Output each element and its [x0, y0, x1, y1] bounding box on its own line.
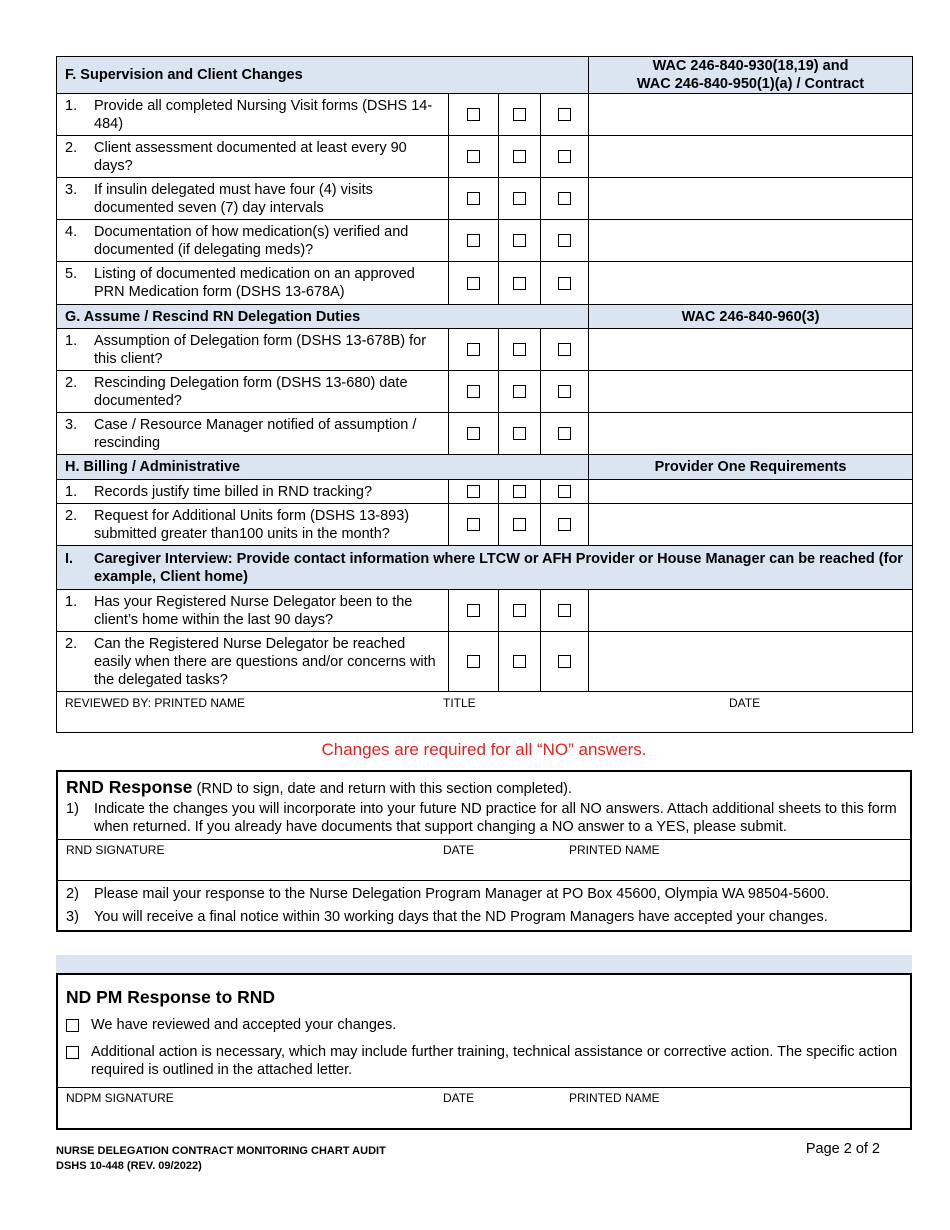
ndpm-signature-label: NDPM SIGNATURE: [66, 1091, 174, 1105]
section-f-ref-line2: WAC 246-840-950(1)(a) / Contract: [636, 76, 865, 92]
item-number: 1.: [65, 332, 78, 349]
table-row: [57, 480, 913, 504]
na-checkbox[interactable]: [558, 234, 571, 247]
reviewed-by-row: [57, 692, 913, 733]
yes-checkbox[interactable]: [467, 277, 480, 290]
separator-band: [56, 955, 912, 973]
no-checkbox[interactable]: [513, 427, 526, 440]
comment-cell[interactable]: [589, 178, 913, 220]
item-text: Request for Additional Units form (DSHS 13-893) submitted greater than100 units in the month?: [94, 507, 410, 542]
na-checkbox[interactable]: [558, 192, 571, 205]
item-text: Can the Registered Nurse Delegator be reached easily when there are questions and/or concerns with the delegated tasks?: [94, 635, 436, 688]
ndpm-option-2-label: Additional action is necessary, which may include further training, technical assistance or corrective action. The specific action required is outlined in the attached letter.: [91, 1044, 898, 1078]
na-checkbox[interactable]: [558, 277, 571, 290]
item-number: 1.: [65, 483, 78, 500]
item-number: 2.: [65, 374, 78, 391]
item-number: 1): [66, 801, 79, 817]
ndpm-option-additional: [58, 1043, 910, 1079]
yes-checkbox[interactable]: [467, 485, 480, 498]
form-footer: [56, 1144, 386, 1174]
rnd-printed-name-label: PRINTED NAME: [569, 843, 660, 857]
table-row: [57, 262, 913, 305]
na-checkbox[interactable]: [558, 150, 571, 163]
comment-cell[interactable]: [589, 262, 913, 305]
rnd-signature-field[interactable]: [58, 839, 910, 880]
no-checkbox[interactable]: [513, 655, 526, 668]
section-f-ref-line1: WAC 246-840-930(18,19) and: [652, 58, 849, 74]
item-text: Assumption of Delegation form (DSHS 13-678B) for this client?: [94, 332, 427, 367]
form-number: DSHS 10-448 (REV. 09/2022): [56, 1160, 202, 1172]
table-row: [57, 590, 913, 632]
no-checkbox[interactable]: [513, 234, 526, 247]
yes-checkbox[interactable]: [467, 343, 480, 356]
item-text: Documentation of how medication(s) verified and documented (if delegating meds)?: [94, 223, 409, 258]
item-text: Client assessment documented at least every 90 days?: [94, 139, 407, 174]
date-label: DATE: [729, 696, 761, 710]
no-answers-notice: Changes are required for all “NO” answers.: [321, 740, 647, 759]
yes-checkbox[interactable]: [467, 385, 480, 398]
section-g-title: G. Assume / Rescind RN Delegation Duties: [57, 305, 589, 329]
no-checkbox[interactable]: [513, 518, 526, 531]
reviewed-by-label: REVIEWED BY: PRINTED NAME: [65, 696, 246, 710]
no-checkbox[interactable]: [513, 343, 526, 356]
title-label: TITLE: [443, 696, 476, 710]
item-text: Case / Resource Manager notified of assumption / rescinding: [94, 416, 417, 451]
item-number: 2.: [65, 507, 78, 524]
na-checkbox[interactable]: [558, 385, 571, 398]
table-row: [57, 220, 913, 262]
section-i-letter: I.: [65, 550, 74, 567]
page-number: Page 2 of 2: [805, 1141, 880, 1157]
yes-checkbox[interactable]: [467, 518, 480, 531]
na-checkbox[interactable]: [558, 655, 571, 668]
table-row: [57, 632, 913, 692]
comment-cell[interactable]: [589, 413, 913, 455]
table-row: [57, 178, 913, 220]
yes-checkbox[interactable]: [467, 108, 480, 121]
item-text: Has your Registered Nurse Delegator been to the client’s home within the last 90 days?: [94, 593, 413, 628]
comment-cell[interactable]: [589, 632, 913, 692]
item-text: Provide all completed Nursing Visit forms (DSHS 14-484): [94, 97, 433, 132]
rnd-instruction-3: You will receive a final notice within 30 working days that the ND Program Managers have accepted your changes.: [94, 909, 828, 925]
ndpm-date-label: DATE: [443, 1091, 475, 1105]
ndpm-response-title: ND PM Response to RND: [66, 987, 276, 1007]
comment-cell[interactable]: [589, 371, 913, 413]
table-row: [57, 136, 913, 178]
rnd-instruction-1: Indicate the changes you will incorporate into your future ND practice for all NO answers. Attach additional sheets to this form when returned. If you already have documents that support changing a NO answer to a YES, please submit.: [94, 801, 897, 835]
no-checkbox[interactable]: [513, 192, 526, 205]
comment-cell[interactable]: [589, 480, 913, 504]
form-title: NURSE DELEGATION CONTRACT MONITORING CHART AUDIT: [56, 1145, 386, 1157]
section-f-title: F. Supervision and Client Changes: [57, 57, 589, 94]
item-number: 3): [66, 909, 79, 925]
section-i-title: Caregiver Interview: Provide contact information where LTCW or AFH Provider or House Manager can be reached (for example, Client home): [94, 550, 903, 585]
item-number: 2.: [65, 139, 78, 156]
section-i-header: [57, 546, 913, 590]
table-row: [57, 94, 913, 136]
section-f-header: [57, 57, 913, 94]
table-row: [57, 329, 913, 371]
comment-cell[interactable]: [589, 94, 913, 136]
no-checkbox[interactable]: [513, 385, 526, 398]
rnd-response-box: [56, 770, 912, 932]
section-h-reference: Provider One Requirements: [589, 455, 913, 480]
no-checkbox[interactable]: [513, 108, 526, 121]
no-checkbox[interactable]: [513, 277, 526, 290]
comment-cell[interactable]: [589, 220, 913, 262]
accepted-checkbox[interactable]: [66, 1019, 79, 1032]
item-number: 3.: [65, 181, 78, 198]
section-f-reference: [589, 57, 913, 94]
rnd-response-subtitle: (RND to sign, date and return with this section completed).: [192, 781, 573, 797]
ndpm-option-1-label: We have reviewed and accepted your changes.: [91, 1017, 397, 1033]
na-checkbox[interactable]: [558, 604, 571, 617]
section-h-header: [57, 455, 913, 480]
no-checkbox[interactable]: [513, 150, 526, 163]
reviewed-by-field[interactable]: [57, 692, 912, 732]
na-checkbox[interactable]: [558, 518, 571, 531]
item-number: 2): [66, 886, 79, 902]
item-number: 3.: [65, 416, 78, 433]
table-row: [57, 504, 913, 546]
rnd-response-title: RND Response: [66, 777, 193, 797]
yes-checkbox[interactable]: [467, 427, 480, 440]
item-text: Records justify time billed in RND tracking?: [94, 483, 373, 500]
item-text: If insulin delegated must have four (4) visits documented seven (7) day intervals: [94, 181, 373, 216]
comment-cell[interactable]: [589, 504, 913, 546]
section-g-reference: WAC 246-840-960(3): [589, 305, 913, 329]
rnd-date-label: DATE: [443, 843, 475, 857]
ndpm-printed-name-label: PRINTED NAME: [569, 1091, 660, 1105]
comment-cell[interactable]: [589, 590, 913, 632]
na-checkbox[interactable]: [558, 343, 571, 356]
yes-checkbox[interactable]: [467, 655, 480, 668]
item-text: Rescinding Delegation form (DSHS 13-680) date documented?: [94, 374, 408, 409]
yes-checkbox[interactable]: [467, 192, 480, 205]
na-checkbox[interactable]: [558, 108, 571, 121]
na-checkbox[interactable]: [558, 427, 571, 440]
item-number: 5.: [65, 266, 78, 282]
ndpm-option-accepted: [58, 1016, 910, 1034]
no-checkbox[interactable]: [513, 604, 526, 617]
na-checkbox[interactable]: [558, 485, 571, 498]
item-text: Listing of documented medication on an approved PRN Medication form (DSHS 13-678A): [94, 266, 415, 300]
yes-checkbox[interactable]: [467, 234, 480, 247]
ndpm-response-box: [56, 973, 912, 1130]
comment-cell[interactable]: [589, 329, 913, 371]
yes-checkbox[interactable]: [467, 150, 480, 163]
table-row: [57, 371, 913, 413]
yes-checkbox[interactable]: [467, 604, 480, 617]
additional-action-checkbox[interactable]: [66, 1046, 79, 1059]
comment-cell[interactable]: [589, 136, 913, 178]
rnd-instruction-2: Please mail your response to the Nurse Delegation Program Manager at PO Box 45600, Olympia WA 98504-5600.: [94, 886, 830, 902]
item-number: 4.: [65, 223, 78, 240]
rnd-signature-label: RND SIGNATURE: [66, 843, 165, 857]
item-number: 1.: [65, 593, 78, 610]
item-number: 1.: [65, 97, 78, 114]
table-row: [57, 413, 913, 455]
ndpm-signature-field[interactable]: [58, 1087, 910, 1128]
item-number: 2.: [65, 635, 78, 652]
no-checkbox[interactable]: [513, 485, 526, 498]
audit-table: [56, 56, 913, 733]
section-g-header: [57, 305, 913, 329]
section-h-title: H. Billing / Administrative: [57, 455, 589, 480]
